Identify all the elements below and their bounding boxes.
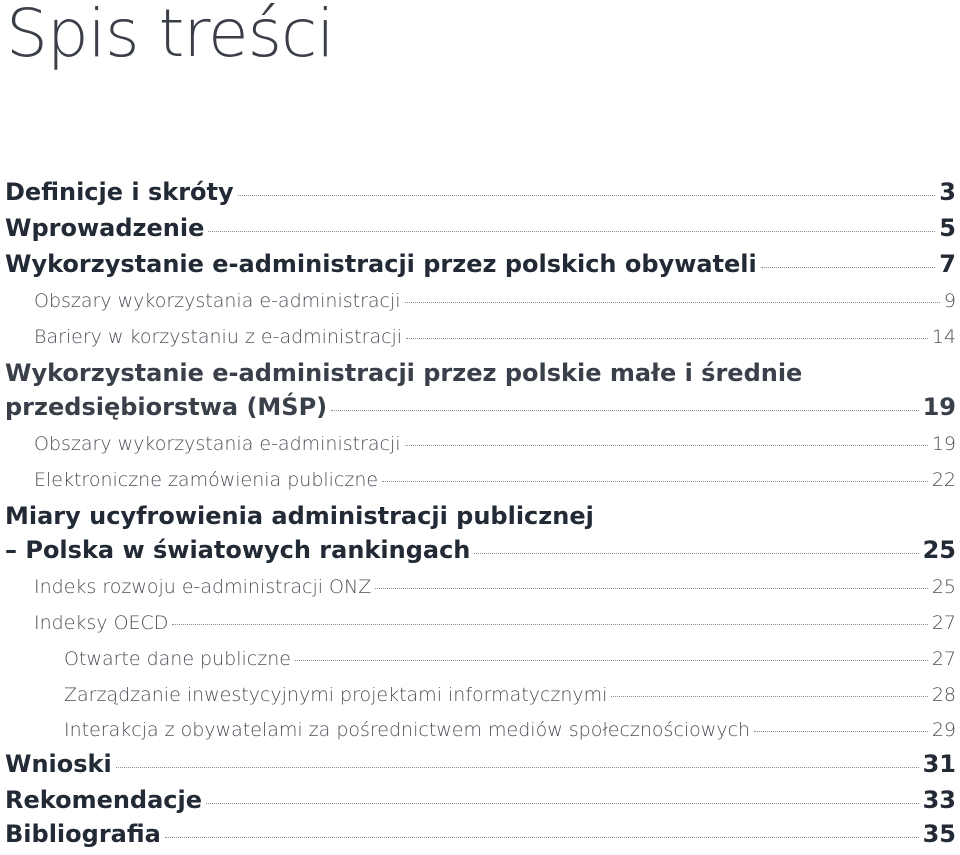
toc-page-number: 7 [939,250,956,278]
toc-entry-label: Wprowadzenie [5,214,205,242]
toc-page-number: 25 [931,576,956,598]
toc-page-number: 27 [931,648,956,670]
toc-entry-onz[interactable] [0,576,956,598]
toc-page-number: 14 [931,326,956,348]
toc-entry-label: Interakcja z obywatelami za pośrednictwem mediów społecznościowych [64,719,751,741]
dot-leader [206,803,919,804]
toc-entry-obywatele[interactable] [0,250,956,278]
toc-entry-wprowadzenie[interactable] [0,214,956,242]
toc-entry-rekomendacje[interactable] [0,786,956,814]
toc-entry-wnioski[interactable] [0,750,956,778]
dot-leader [382,481,928,482]
toc-entry-oecd[interactable] [0,612,956,634]
dot-leader [116,767,919,768]
toc-entry-label: Elektroniczne zamówienia publiczne [34,469,379,491]
toc-entry-label: przedsiębiorstwa (MŚP) [5,393,328,421]
dot-leader [238,195,936,196]
dot-leader [406,338,928,339]
toc-page-number: 19 [922,393,956,421]
dot-leader [761,267,936,268]
toc-entry-miary[interactable] [0,536,956,564]
dot-leader [375,588,928,589]
toc-page-number: 25 [922,536,956,564]
toc-entry-bariery[interactable] [0,326,956,348]
dot-leader [208,231,935,232]
toc-page-number: 27 [931,612,956,634]
toc-entry-zamowienia[interactable] [0,469,956,491]
dot-leader [474,553,918,554]
toc-entry-label: Otwarte dane publiczne [64,648,291,670]
page-title: Spis treści [6,0,334,72]
toc-page-number: 35 [922,820,956,848]
toc-page-number: 5 [939,214,956,242]
toc-entry-label: Indeks rozwoju e-administracji ONZ [34,576,372,598]
toc-entry-label: Indeksy OECD [34,612,169,634]
toc-page-number: 31 [922,750,956,778]
toc-page-number: 33 [922,786,956,814]
dot-leader [405,445,928,446]
toc-entry-label: – Polska w światowych rankingach [5,536,471,564]
toc-entry-label: Definicje i skróty [5,178,234,206]
toc-page-number: 19 [931,433,956,455]
toc-entry-label: Bariery w korzystaniu z e-administracji [34,326,403,348]
toc-entry-obszary-2[interactable] [0,433,956,455]
dot-leader [331,410,918,411]
toc-page-number: 22 [931,469,956,491]
toc-entry-label: Wykorzystanie e-administracji przez polskich obywateli [5,250,757,278]
toc-entry-label: Obszary wykorzystania e-administracji [34,433,401,455]
toc-entry-obszary-1[interactable] [0,290,956,312]
toc-entry-msp[interactable] [0,393,956,421]
dot-leader [611,696,927,697]
toc-entry-definicje[interactable] [0,178,956,206]
toc-entry-bibliografia[interactable] [0,820,956,848]
toc-entry-interakcja[interactable] [0,719,956,741]
toc-entry-label: Wnioski [5,750,112,778]
dot-leader [165,837,919,838]
dot-leader [172,624,927,625]
toc-entry-label: Zarządzanie inwestycyjnymi projektami informatycznymi [64,684,608,706]
toc-entry-otwarte-dane[interactable] [0,648,956,670]
toc-page-number: 9 [943,290,956,312]
toc-entry-zarzadzanie[interactable] [0,684,956,706]
toc-entry-miary-line1[interactable]: Miary ucyfrowienia administracji publicznej [5,502,594,530]
dot-leader [295,660,928,661]
dot-leader [754,731,928,732]
dot-leader [405,302,940,303]
toc-page-number: 29 [931,719,956,741]
toc-entry-label: Obszary wykorzystania e-administracji [34,290,401,312]
toc-entry-msp-line1[interactable]: Wykorzystanie e-administracji przez polskie małe i średnie [5,359,803,387]
toc-page-number: 28 [931,684,956,706]
toc-page-number: 3 [939,178,956,206]
toc-entry-label: Bibliografia [5,820,161,848]
toc-entry-label: Rekomendacje [5,786,203,814]
